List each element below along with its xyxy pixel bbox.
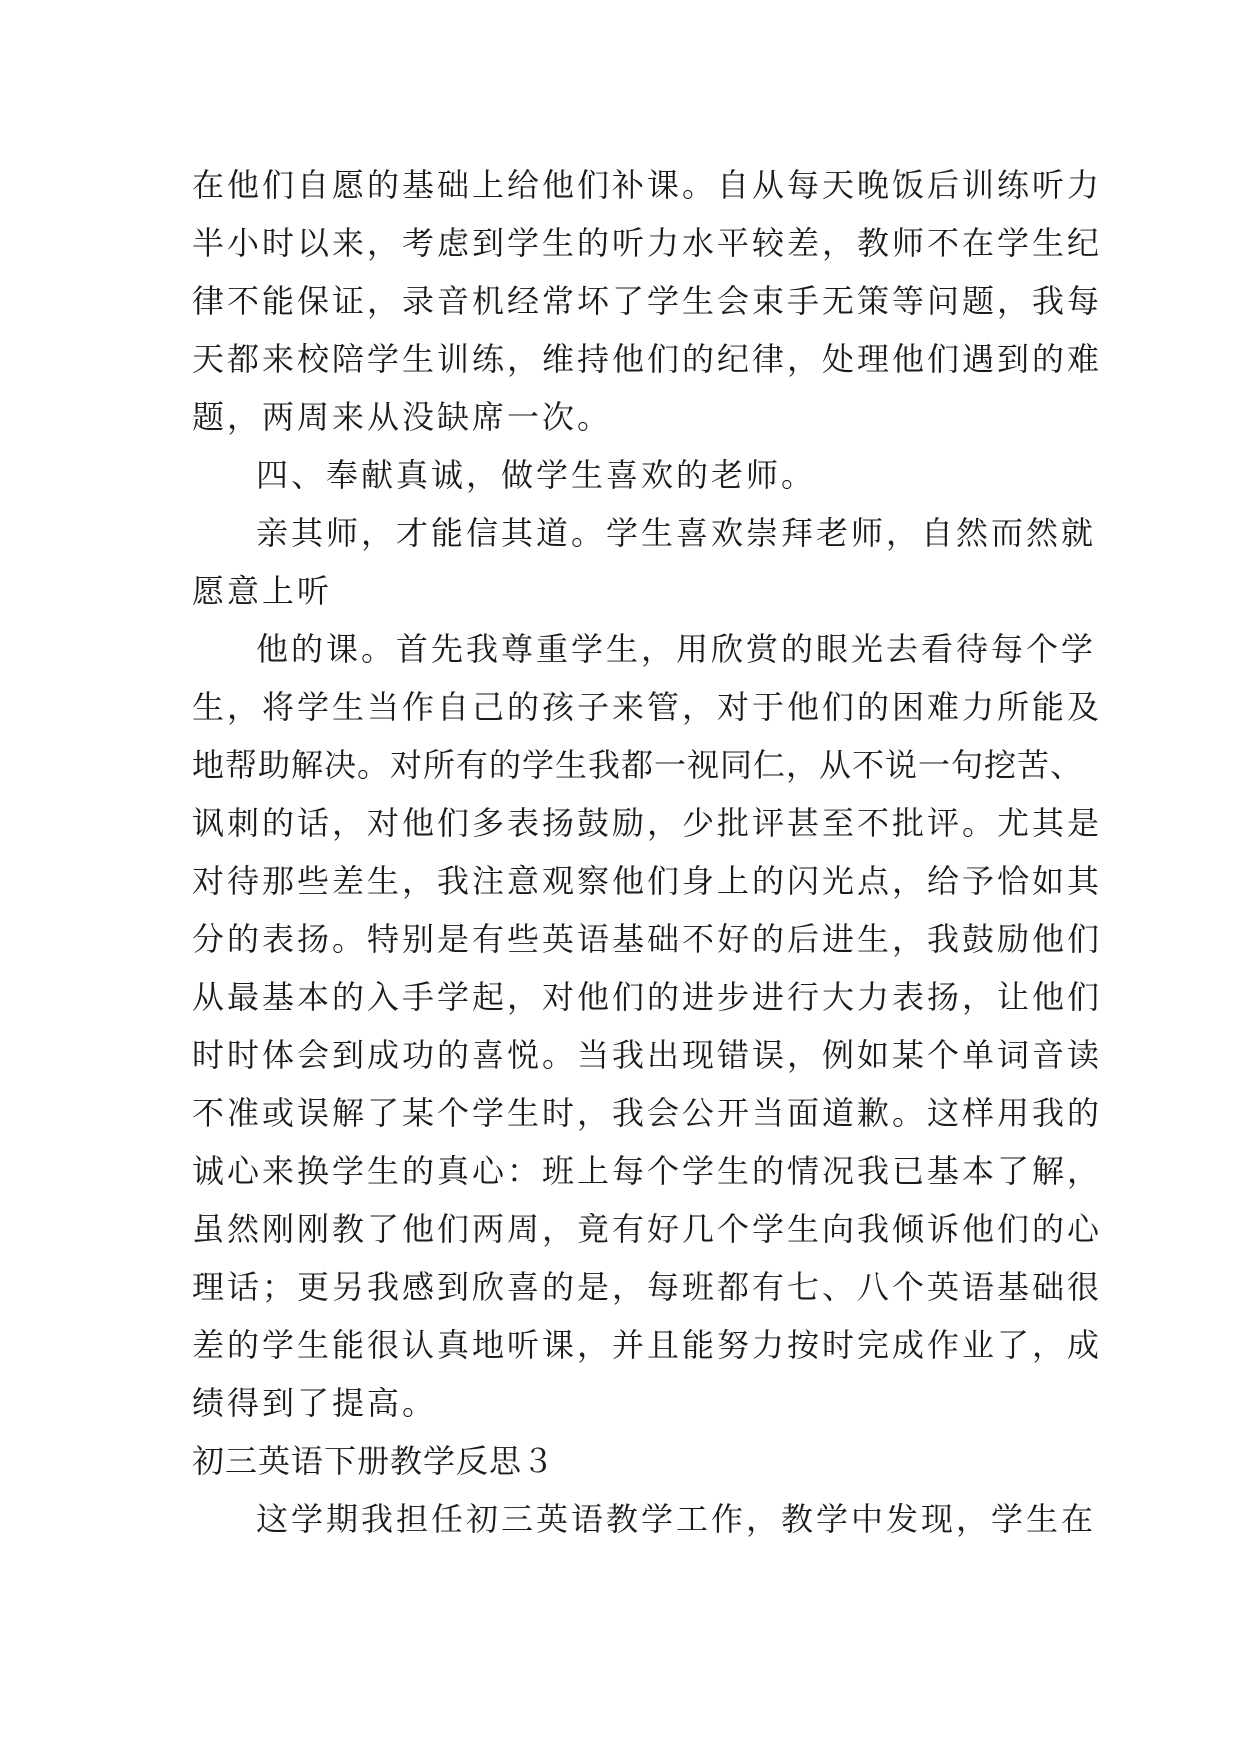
body-text-line: 理话；更另我感到欣喜的是，每班都有七、八个英语基础很 xyxy=(192,1268,1103,1306)
body-text-line: 律不能保证，录音机经常坏了学生会束手无策等问题，我每 xyxy=(192,282,1103,320)
body-text-line: 诚心来换学生的真心：班上每个学生的情况我已基本了解， xyxy=(192,1152,1103,1190)
body-text-line: 这学期我担任初三英语教学工作，教学中发现，学生在 xyxy=(256,1500,1097,1538)
body-text-line: 从最基本的入手学起，对他们的进步进行大力表扬，让他们 xyxy=(192,978,1103,1016)
body-text-line: 愿意上听 xyxy=(192,572,333,610)
body-text-line: 题，两周来从没缺席一次。 xyxy=(192,398,613,436)
body-text-line: 差的学生能很认真地听课，并且能努力按时完成作业了，成 xyxy=(192,1326,1103,1364)
body-text-line: 在他们自愿的基础上给他们补课。自从每天晚饭后训练听力 xyxy=(192,166,1103,204)
body-text-line: 绩得到了提高。 xyxy=(192,1384,438,1422)
section-heading: 四、奉献真诚，做学生喜欢的老师。 xyxy=(256,456,817,494)
article-heading: 初三英语下册教学反思３ xyxy=(192,1442,556,1480)
body-text-line: 亲其师，才能信其道。学生喜欢崇拜老师，自然而然就 xyxy=(256,514,1097,552)
body-text-line: 分的表扬。特别是有些英语基础不好的后进生，我鼓励他们 xyxy=(192,920,1103,958)
body-text-line: 地帮助解决。对所有的学生我都一视同仁，从不说一句挖苦、 xyxy=(192,746,1084,784)
body-text-line: 对待那些差生，我注意观察他们身上的闪光点，给予恰如其 xyxy=(192,862,1103,900)
body-text-line: 不准或误解了某个学生时，我会公开当面道歉。这样用我的 xyxy=(192,1094,1103,1132)
body-text-line: 时时体会到成功的喜悦。当我出现错误，例如某个单词音读 xyxy=(192,1036,1103,1074)
body-text-line: 虽然刚刚教了他们两周，竟有好几个学生向我倾诉他们的心 xyxy=(192,1210,1103,1248)
body-text-line: 天都来校陪学生训练，维持他们的纪律，处理他们遇到的难 xyxy=(192,340,1103,378)
document-body xyxy=(192,156,1103,1548)
body-text-line: 他的课。首先我尊重学生，用欣赏的眼光去看待每个学 xyxy=(256,630,1097,668)
body-text-line: 半小时以来，考虑到学生的听力水平较差，教师不在学生纪 xyxy=(192,224,1103,262)
body-text-line: 生，将学生当作自己的孩子来管，对于他们的困难力所能及 xyxy=(192,688,1103,726)
body-text-line: 讽刺的话，对他们多表扬鼓励，少批评甚至不批评。尤其是 xyxy=(192,804,1103,842)
